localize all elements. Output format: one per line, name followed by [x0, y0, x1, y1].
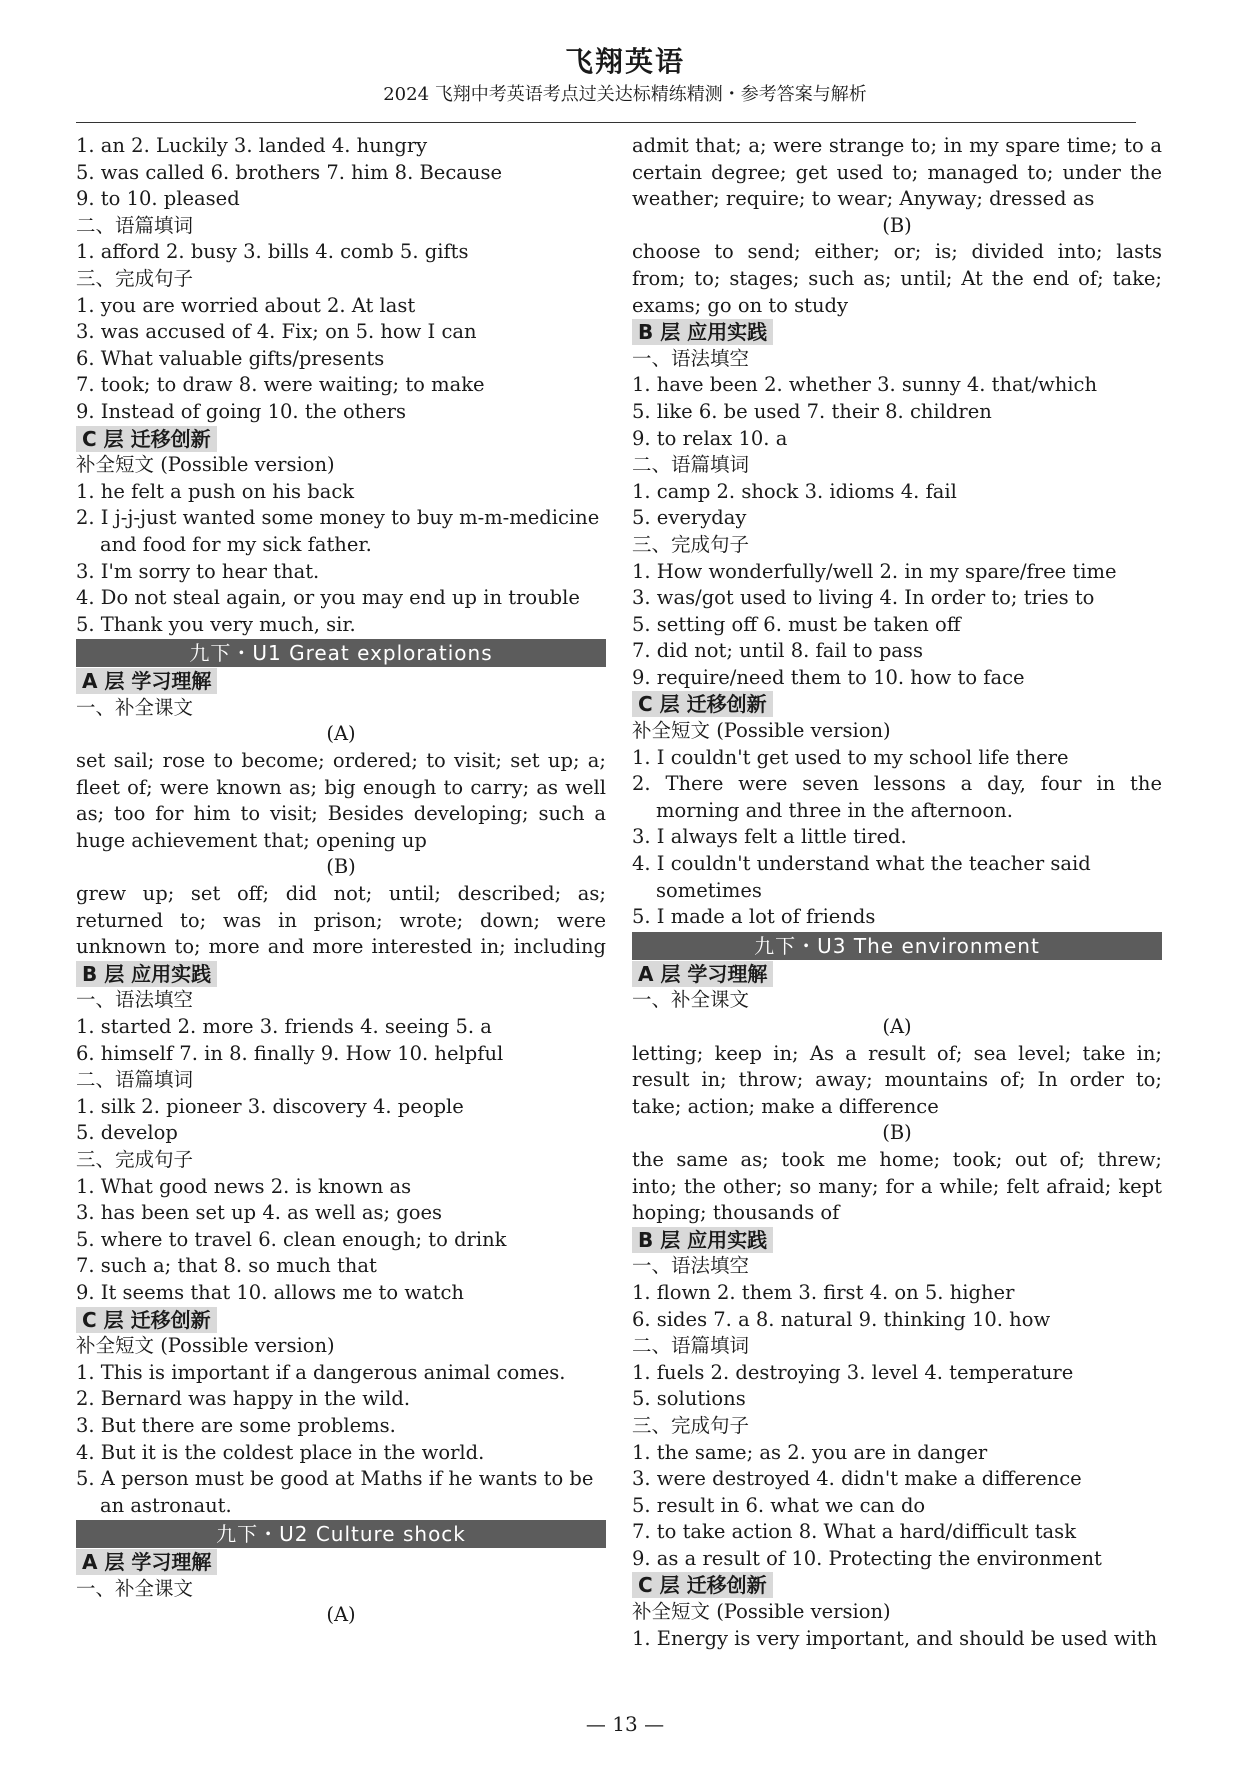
- answer-line: huge achievement that; opening up: [76, 828, 427, 852]
- section-heading: 三、完成句子: [76, 266, 194, 290]
- answer-line: 5. A person must be good at Maths if he wants to be: [76, 1467, 594, 1491]
- section-heading: 三、完成句子: [632, 532, 750, 556]
- task-heading: 补全短文 (Possible version): [76, 1334, 335, 1358]
- answer-line: take; action; make a difference: [632, 1094, 939, 1118]
- level-heading: [76, 426, 606, 453]
- answer-line: grew up; set off; did not; until; described; as;: [76, 882, 606, 906]
- answer-line: into; the other; so many; for a while; felt afraid; kept: [632, 1174, 1162, 1198]
- level-heading: [76, 1307, 606, 1334]
- section-heading: 一、补全课文: [632, 988, 750, 1012]
- level-heading: [76, 668, 606, 695]
- answer-line: 2. I j-j-just wanted some money to buy m-m-medicine: [76, 506, 600, 530]
- passage-label: (B): [882, 213, 912, 237]
- answer-line: 3. I always felt a little tired.: [632, 825, 907, 849]
- page-number: — 13 —: [585, 1712, 665, 1736]
- answer-line: 3. But there are some problems.: [76, 1413, 396, 1437]
- answer-line: 3. has been set up 4. as well as; goes: [76, 1201, 443, 1225]
- level-label: C 层 迁移创新: [76, 426, 217, 452]
- answer-line: 6. sides 7. a 8. natural 9. thinking 10. how: [632, 1307, 1051, 1331]
- task-heading: 补全短文 (Possible version): [76, 453, 335, 477]
- answer-line: 9. require/need them to 10. how to face: [632, 665, 1025, 689]
- answer-line: 5. result in 6. what we can do: [632, 1493, 926, 1517]
- answer-line: an astronaut.: [100, 1493, 232, 1517]
- answer-line: 5. Thank you very much, sir.: [76, 612, 356, 636]
- answer-line: 5. I made a lot of friends: [632, 905, 876, 929]
- answer-line: 1. you are worried about 2. At last: [76, 293, 416, 317]
- answer-line: 2. Bernard was happy in the wild.: [76, 1387, 411, 1411]
- section-heading: 三、完成句子: [632, 1413, 750, 1437]
- level-label: A 层 学习理解: [76, 1549, 217, 1575]
- answer-line: and food for my sick father.: [100, 532, 372, 556]
- passage-label: (B): [326, 855, 356, 879]
- level-heading: [632, 691, 1162, 718]
- answer-line: 1. the same; as 2. you are in danger: [632, 1440, 988, 1464]
- level-label: C 层 迁移创新: [76, 1307, 217, 1333]
- page-subtitle: 2024 飞翔中考英语考点过关达标精练精测・参考答案与解析: [383, 84, 867, 105]
- answer-line: 9. Instead of going 10. the others: [76, 399, 406, 423]
- answer-line: set sail; rose to become; ordered; to visit; set up; a;: [76, 749, 606, 773]
- level-label: C 层 迁移创新: [632, 1572, 773, 1598]
- answer-line: 6. himself 7. in 8. finally 9. How 10. helpful: [76, 1041, 504, 1065]
- answer-line: weather; require; to wear; Anyway; dressed as: [632, 187, 1095, 211]
- answer-line: 1. silk 2. pioneer 3. discovery 4. people: [76, 1094, 464, 1118]
- passage-label: (A): [326, 1603, 356, 1627]
- level-heading: [632, 1572, 1162, 1599]
- section-heading: 三、完成句子: [76, 1147, 194, 1171]
- answer-line: 2. There were seven lessons a day, four in the: [632, 772, 1162, 796]
- level-heading: [76, 961, 606, 988]
- answer-line: returned to; was in prison; wrote; down; were: [76, 908, 606, 932]
- task-heading: 补全短文 (Possible version): [632, 1600, 891, 1624]
- section-heading: 一、补全课文: [76, 695, 194, 719]
- answer-line: 9. It seems that 10. allows me to watch: [76, 1280, 464, 1304]
- answer-line: 1. I couldn't get used to my school life there: [632, 745, 1069, 769]
- answer-line: 1. started 2. more 3. friends 4. seeing 5. a: [76, 1015, 492, 1038]
- answer-line: result in; throw; away; mountains of; In order to;: [632, 1068, 1162, 1092]
- unit-banner: 九下・U1 Great explorations: [76, 639, 606, 667]
- passage-label: (A): [882, 1015, 912, 1038]
- brand-logo: 飞翔英语: [564, 45, 685, 78]
- answer-line: exams; go on to study: [632, 293, 849, 317]
- answer-line: 1. he felt a push on his back: [76, 479, 355, 503]
- answer-line: 1. an 2. Luckily 3. landed 4. hungry: [76, 134, 428, 157]
- answer-line: letting; keep in; As a result of; sea level; take in;: [632, 1041, 1162, 1065]
- answer-line: 5. where to travel 6. clean enough; to drink: [76, 1227, 507, 1251]
- answer-line: 3. I'm sorry to hear that.: [76, 559, 320, 583]
- page-header: [0, 44, 1250, 108]
- answer-line: 7. took; to draw 8. were waiting; to make: [76, 373, 485, 397]
- answer-line: certain degree; get used to; managed to; under the: [632, 160, 1162, 184]
- answer-line: 7. did not; until 8. fail to pass: [632, 639, 923, 663]
- level-label: B 层 应用实践: [632, 1227, 773, 1253]
- answer-line: 1. fuels 2. destroying 3. level 4. temperature: [632, 1360, 1074, 1384]
- level-label: A 层 学习理解: [76, 668, 217, 694]
- answer-line: 5. solutions: [632, 1387, 746, 1411]
- header-rule: [76, 122, 1136, 123]
- answer-line: hoping; thousands of: [632, 1201, 840, 1225]
- answer-line: 9. to 10. pleased: [76, 187, 240, 211]
- answer-line: 3. was accused of 4. Fix; on 5. how I can: [76, 320, 477, 344]
- section-heading: 一、语法填空: [632, 346, 750, 370]
- section-heading: 二、语篇填词: [76, 213, 194, 237]
- section-heading: 二、语篇填词: [76, 1068, 194, 1092]
- answer-line: 7. to take action 8. What a hard/difficult task: [632, 1520, 1077, 1544]
- answer-line: 4. Do not steal again, or you may end up in trouble: [76, 586, 580, 610]
- answer-line: 5. everyday: [632, 506, 747, 530]
- level-label: A 层 学习理解: [632, 961, 773, 987]
- answer-line: 3. was/got used to living 4. In order to; tries to: [632, 586, 1095, 610]
- answer-line: 1. How wonderfully/well 2. in my spare/free time: [632, 559, 1117, 583]
- answer-line: 5. setting off 6. must be taken off: [632, 612, 961, 636]
- answer-line: 1. What good news 2. is known as: [76, 1174, 412, 1198]
- level-heading: [632, 319, 1162, 346]
- answer-line: fleet of; were known as; big enough to carry; as well: [76, 775, 606, 799]
- right-column: [632, 133, 1162, 1652]
- answer-line: 5. develop: [76, 1121, 178, 1145]
- answer-line: admit that; a; were strange to; in my spare time; to a: [632, 134, 1162, 157]
- level-heading: [632, 1227, 1162, 1254]
- answer-line: sometimes: [656, 878, 762, 902]
- answer-line: morning and three in the afternoon.: [656, 798, 1013, 822]
- answer-line: 6. What valuable gifts/presents: [76, 346, 385, 370]
- answer-line: from; to; stages; such as; until; At the end of; take;: [632, 266, 1162, 290]
- answer-line: 5. like 6. be used 7. their 8. children: [632, 399, 992, 423]
- left-column: [76, 133, 606, 1629]
- answer-line: 1. This is important if a dangerous animal comes.: [76, 1360, 566, 1384]
- answer-line: 1. flown 2. them 3. first 4. on 5. higher: [632, 1280, 1015, 1304]
- section-heading: 一、补全课文: [76, 1576, 194, 1600]
- level-heading: [76, 1549, 606, 1576]
- answer-line: unknown to; more and more interested in; including: [76, 935, 606, 959]
- section-heading: 二、语篇填词: [632, 1334, 750, 1358]
- passage-label: (A): [326, 722, 356, 746]
- section-heading: 一、语法填空: [76, 988, 194, 1012]
- unit-banner: 九下・U3 The environment: [632, 932, 1162, 960]
- unit-banner: 九下・U2 Culture shock: [76, 1520, 606, 1548]
- section-heading: 二、语篇填词: [632, 453, 750, 477]
- answer-line: 9. as a result of 10. Protecting the environment: [632, 1546, 1102, 1570]
- answer-line: 3. were destroyed 4. didn't make a difference: [632, 1467, 1082, 1491]
- level-heading: [632, 961, 1162, 988]
- answer-line: 1. Energy is very important, and should be used with: [632, 1626, 1158, 1650]
- answer-line: choose to send; either; or; is; divided into; lasts: [632, 240, 1162, 264]
- task-heading: 补全短文 (Possible version): [632, 719, 891, 743]
- level-label: C 层 迁移创新: [632, 691, 773, 717]
- answer-line: 5. was called 6. brothers 7. him 8. Because: [76, 160, 502, 184]
- passage-label: (B): [882, 1121, 912, 1145]
- answer-line: 1. have been 2. whether 3. sunny 4. that/which: [632, 373, 1098, 397]
- answer-line: as; too for him to visit; Besides developing; such a: [76, 802, 606, 826]
- answer-line: 4. I couldn't understand what the teacher said: [632, 852, 1091, 876]
- answer-line: 1. afford 2. busy 3. bills 4. comb 5. gifts: [76, 240, 469, 264]
- answer-line: 4. But it is the coldest place in the world.: [76, 1440, 485, 1464]
- level-label: B 层 应用实践: [632, 319, 773, 345]
- level-label: B 层 应用实践: [76, 961, 217, 987]
- answer-line: 1. camp 2. shock 3. idioms 4. fail: [632, 479, 957, 503]
- answer-line: 9. to relax 10. a: [632, 426, 788, 450]
- answer-line: the same as; took me home; took; out of; threw;: [632, 1147, 1162, 1171]
- section-heading: 一、语法填空: [632, 1254, 750, 1278]
- answer-line: 7. such a; that 8. so much that: [76, 1254, 377, 1278]
